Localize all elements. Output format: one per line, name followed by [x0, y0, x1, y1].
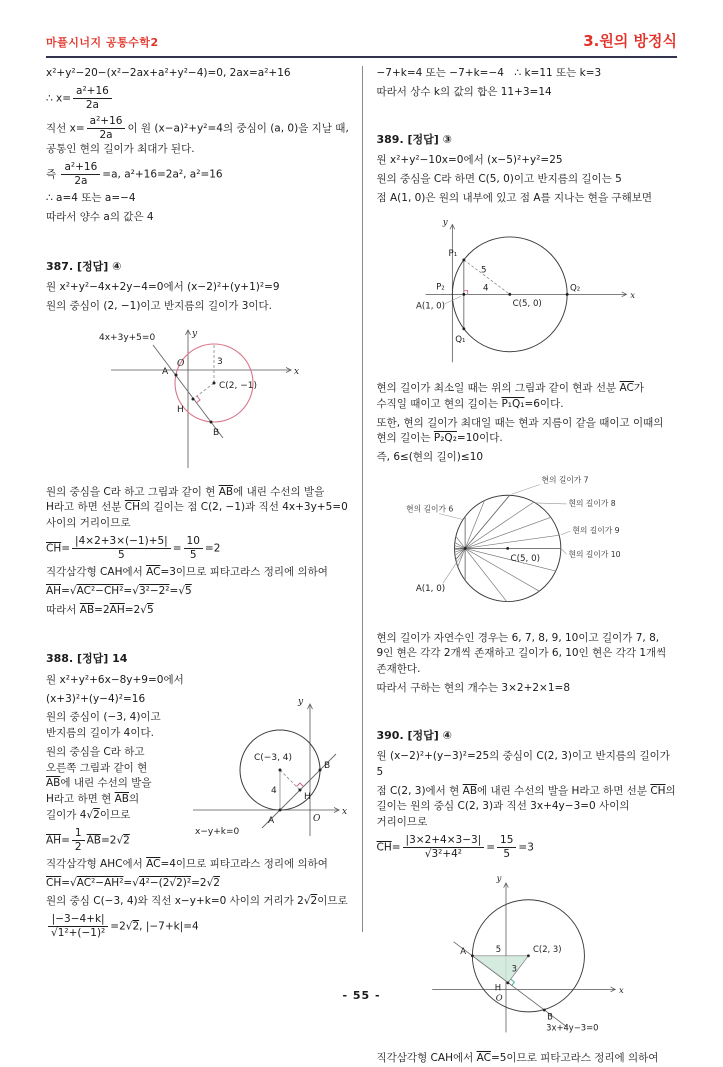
solution-text: $\overline{AH}=√AC^2-CH^2=√3^2-2^2=√5$ — [46, 584, 192, 597]
point-marker — [509, 293, 512, 296]
solution-text: 원의 중심을 C라 하고 그림과 같이 현 $\overline{AB}$에 내린 수선의 발을 H라고 하면 선분 $\overline{CH}$의 길이는 점 C(2, −1)과 직선 4x+3y+5=0 사이의 거리이므로 — [46, 485, 348, 529]
answer-heading: 387. [정답] ④ — [46, 259, 122, 273]
segment-overline: $\overline{CH}$ — [376, 841, 392, 854]
diagram-label: x−y+k=0 — [194, 826, 239, 837]
segment-overline: $\overline{AC}$ — [619, 382, 634, 394]
diagram-label: C(5, 0) — [510, 553, 540, 564]
solution-text: ∴ x= $\frac{\text{a²+16}}{2a}$ — [46, 85, 350, 112]
solution-text: −7+k=4 또는 −7+k=−4 ∴ k=11 또는 k=3 — [376, 67, 602, 79]
diagram-label: 4x+3y+5=0 — [98, 332, 155, 343]
solution-text: 직각삼각형 CAH에서 $\overline{AC}=5$이므로 피타고라스 정리에 의하여 — [376, 1051, 659, 1064]
fraction: $\frac{\text{a²+16}}{2a}$ — [73, 85, 112, 112]
sqrt-expression: √AC²−CH² — [69, 584, 124, 597]
chord-line — [458, 500, 485, 566]
diagram-label: 현의 길이가 8 — [568, 498, 616, 508]
point-marker — [318, 768, 321, 771]
solution-text: 직선 x= $\frac{\text{a²+16}}{2a}$ 이 원 (x−a)²+y²=4의 중심이 (a, 0)을 지날 때, 공통인 현의 길이가 최대가 된다. — [46, 115, 349, 156]
point-marker — [463, 328, 466, 331]
sqrt-expression: √3²+4² — [424, 847, 463, 860]
solution-text: 점 C(2, 3)에서 현 $\overline{AB}$에 내린 수선의 발을 H라고 하면 선분 $\overline{CH}$의 길이는 원의 중심 C(2, 3)과 직선 3x+4y−3=0 사이의 거리이므로 — [376, 784, 676, 828]
diagram-label: C(2, 3) — [532, 944, 562, 955]
diagram-label: B — [212, 427, 219, 438]
segment-overline: $\overline{AB}$ — [218, 485, 234, 498]
diagram-label: A — [267, 815, 274, 826]
solution-text: 원의 중심을 C라 하면 C(5, 0)이고 반지름의 길이는 5 — [376, 172, 622, 185]
point-marker — [463, 547, 466, 550]
solution-text: 직각삼각형 CAH에서 $\overline{AC}=3$이므로 피타고라스 정리에 의하여 — [46, 566, 328, 578]
diagram-label: x — [630, 291, 636, 302]
diagram-label: Q₁ — [455, 335, 466, 346]
sqrt-expression: √4²−(2√2)² — [132, 876, 192, 889]
fraction: $\frac{1}{2}$ — [72, 827, 85, 854]
fraction: $\frac{|3\times 2+4\times 3-3|}{\text{√3²+4²}}$ — [403, 834, 485, 861]
fraction: $\frac{10}{5}$ — [184, 535, 203, 562]
diagram-label: x — [293, 366, 299, 377]
segment-overline: AC — [76, 876, 92, 889]
solution-text: $\overline{CH}=√AC^2-AH^2=√4^2-(2√2)^2=2√2$ — [46, 876, 220, 889]
diagram-label: 3 — [511, 963, 517, 974]
sqrt-expression: √1²+(−1)² — [51, 927, 106, 940]
chord-line — [455, 502, 534, 555]
figure-387 — [93, 322, 303, 472]
page-number: - 55 - — [342, 989, 381, 1002]
answer-heading: 389. [정답] ③ — [376, 132, 452, 146]
point-marker — [506, 547, 509, 550]
answer-heading: 388. [정답] 14 — [46, 652, 128, 666]
solution-text: 즉, 6≤(현의 길이)≤10 — [376, 451, 484, 463]
fraction: $\frac{15}{5}$ — [497, 834, 516, 861]
solution-text: 원 x²+y²+6x−8y+9=0에서 — [46, 673, 184, 686]
solution-text: 원 x²+y²−4x+2y−4=0에서 (x−2)²+(y+1)²=9 — [46, 281, 280, 294]
sqrt-expression: √2 — [206, 876, 220, 889]
diagram-label: y — [297, 696, 303, 707]
figure-d389a — [377, 213, 678, 374]
diagram-label: 5 — [481, 265, 487, 276]
left-column — [46, 66, 362, 940]
diagram-label: A(1, 0) — [415, 583, 445, 594]
figure-d387 — [46, 322, 350, 478]
diagram-label: O — [495, 992, 503, 1003]
segment-overline: $\overline{AB}$ — [114, 793, 130, 805]
segment-overline: AH — [104, 876, 120, 889]
diagram-label: C(5, 0) — [512, 299, 543, 310]
solution-text: 따라서 구하는 현의 개수는 3×2+2×1=8 — [376, 681, 571, 694]
diagram-label: A — [459, 945, 466, 956]
spacer — [46, 621, 350, 647]
sqrt-expression: √2 — [303, 895, 318, 908]
diagram-label: x — [618, 985, 624, 996]
figure-389-min-max — [414, 213, 639, 368]
segment-overline: $\overline{AC}$ — [476, 1051, 491, 1064]
point-marker — [543, 1009, 546, 1012]
point-marker — [298, 788, 301, 791]
solution-text: $\overline{CH}=$ $\frac{|3\times 2+4\times 3-3|}{\text{√3²+4²}}$ = $\frac{15}{5}$ =3 — [376, 833, 534, 860]
segment-overline: $\overline{AB}$ — [79, 603, 95, 616]
fraction: $\frac{|4\times 2+3\times(-1)+5|}{5}$ — [72, 535, 171, 562]
diagram-label: 4 — [483, 283, 489, 294]
figure-d389b — [377, 473, 678, 624]
diagram-label: P₂ — [436, 282, 445, 293]
diagram-label: x — [341, 806, 347, 817]
point-marker — [174, 373, 177, 376]
solution-text: 즉 $\frac{\text{a²+16}}{2a}$ =a, a²+16=2a², a²=16 — [46, 161, 223, 188]
fraction: $\frac{\text{a²+16}}{2a}$ — [61, 161, 100, 188]
spacer — [377, 700, 678, 724]
figure-d390 — [377, 868, 678, 1044]
solution-text: (x+3)²+(y−4)²=16 — [46, 692, 146, 705]
diagram-label: P₁ — [448, 249, 458, 260]
solution-text: $\overline{AH}=$ $\frac{1}{2}$ $\overline{AB}=2√2$ — [46, 826, 130, 853]
diagram-label: H — [494, 982, 501, 993]
sqrt-expression: √AC²−AH² — [70, 876, 124, 889]
solution-text: 현의 길이가 최소일 때는 위의 그림과 같이 현과 선분 $\overline{AC}$가 수직일 때이고 현의 길이는 P₁Q₁=6이다. — [376, 382, 645, 410]
point-marker — [527, 954, 530, 957]
segment-overline: $\overline{AH}$ — [46, 584, 62, 597]
solution-text: 원의 중심 C(−3, 4)와 직선 x−y+k=0 사이의 거리가 2√2이므로 — [46, 895, 348, 908]
sqrt-expression: √2 — [125, 920, 140, 933]
segment-overline: $\overline{AB}$ — [462, 784, 478, 797]
segment-overline: $\overline{CH}$ — [650, 784, 666, 797]
diagram-label: 현의 길이가 7 — [541, 475, 589, 485]
chord-line — [454, 517, 550, 552]
sqrt-expression: √5 — [178, 584, 192, 597]
diagram-label: Q₂ — [570, 283, 581, 294]
diagram-label: O — [312, 813, 320, 824]
point-marker — [278, 768, 281, 771]
triangle-cah — [472, 956, 528, 983]
book-title: 마플시너지 공통수학2 — [46, 36, 159, 49]
solution-text: x²+y²−20−(x²−2ax+a²+y²−4)=0, 2ax=a²+16 — [46, 67, 291, 79]
solution-text: ∴ a=4 또는 a=−4 — [46, 192, 136, 205]
diagram-label: y — [443, 217, 448, 228]
diagram-label: A — [161, 366, 168, 377]
page-header — [46, 30, 677, 58]
point-marker — [471, 954, 474, 957]
solution-text: 또한, 현의 길이가 최대일 때는 현과 지름이 같을 때이고 이때의 현의 길이는 P₂Q₂=10이다. — [376, 416, 664, 445]
diagram-label: 5 — [495, 944, 501, 955]
segment-overline: $\overline{CH}$ — [46, 542, 62, 555]
diagram-label: B — [323, 760, 330, 771]
solution-text: 원의 중심이 (2, −1)이고 반지름의 길이가 3이다. — [46, 300, 273, 312]
solution-text: $\overline{CH}=$ $\frac{|4\times 2+3\times(-1)+5|}{5}$ = $\frac{10}{5}$ =2 — [46, 534, 221, 561]
segment-overline: CH — [103, 584, 120, 597]
point-marker — [191, 397, 194, 400]
solution-text: 원의 중심을 C라 하고 오른쪽 그림과 같이 현 $\overline{AB}$에 내린 수선의 발을 H라고 하면 현 $\overline{AB}$의 길이가 4√2이므로 — [46, 745, 152, 821]
segment-overline: $\overline{AB}$ — [46, 777, 61, 790]
answer-heading: 390. [정답] ④ — [376, 728, 452, 742]
diagram-label: 현의 길이가 6 — [405, 504, 454, 514]
figure-388 — [175, 692, 350, 842]
diagram-label: O — [176, 358, 185, 369]
point-marker — [212, 381, 215, 384]
diagram-label: B — [546, 1011, 553, 1022]
segment-overline: AC — [76, 584, 91, 597]
diagram-label: 현의 길이가 10 — [568, 549, 621, 559]
sqrt-expression: √2 — [86, 808, 100, 821]
diagram-label: A(1, 0) — [416, 301, 446, 312]
sqrt-expression: √5 — [140, 603, 154, 616]
point-marker — [463, 293, 466, 296]
diagram-label: H — [303, 791, 311, 802]
spacer — [46, 229, 350, 255]
solution-text: 따라서 상수 k의 값의 합은 11+3=14 — [376, 85, 552, 98]
chapter-title: 3.원의 방정식 — [583, 32, 677, 50]
figure-d388 — [175, 692, 350, 848]
diagram-label: H — [176, 404, 184, 415]
figure-389-chords — [402, 473, 652, 618]
content-columns — [46, 66, 677, 1064]
solution-text: 점 A(1, 0)은 원의 내부에 있고 점 A를 지나는 현을 구해보면 — [376, 191, 652, 204]
solution-text: 현의 길이가 자연수인 경우는 6, 7, 8, 9, 10이고 길이가 7, 8, 9인 현은 각각 2개씩 존재하고 길이가 6, 10인 현은 각각 1개씩 존재한다. — [376, 631, 667, 675]
axes — [111, 330, 291, 468]
solution-text: 원 x²+y²−10x=0에서 (x−5)²+y²=25 — [376, 154, 563, 166]
diagram-label: 4 — [270, 785, 277, 796]
point-marker — [566, 293, 569, 296]
point-marker — [506, 981, 509, 984]
solution-text: 원의 중심이 (−3, 4)이고 반지름의 길이가 4이다. — [46, 711, 161, 739]
segment-overline: $\overline{AC}$ — [146, 566, 161, 578]
diagram-label: 3 — [216, 356, 223, 367]
diagram-label: C(−3, 4) — [253, 752, 292, 763]
right-angle-mark — [296, 783, 303, 787]
fraction: $\frac{\text{a²+16}}{2a}$ — [87, 115, 126, 142]
fraction: $\frac{|-3-4+k|}{\text{√1²+(−1)²}}$ — [48, 913, 108, 940]
segment-overline: $\overline{AB}$ — [86, 834, 101, 847]
figure-390 — [417, 868, 637, 1038]
segment-overline: $\overline{CH}$ — [124, 501, 141, 514]
solution-text: 따라서 $\overline{AB}=2\overline{AH}=2√5$ — [46, 603, 154, 616]
sqrt-expression: √3²−2² — [132, 584, 170, 597]
diagram-label: y — [496, 873, 502, 884]
segment-overline: $\overline{CH}$ — [46, 876, 62, 889]
sqrt-expression: √2 — [116, 834, 130, 847]
segment-overline: P₁Q₁ — [501, 397, 525, 410]
segment-overline: $\overline{AC}$ — [146, 857, 161, 870]
right-angle-mark — [196, 396, 200, 403]
point-marker — [278, 808, 281, 811]
solution-text: $\frac{|-3-4+k|}{\text{√1²+(−1)²}}$ =2√2, |−7+k|=4 — [46, 913, 350, 940]
diagram-label: 3x+4y−3=0 — [545, 1022, 599, 1033]
point-marker — [209, 420, 212, 423]
solution-text: 따라서 양수 a의 값은 4 — [46, 211, 154, 223]
solution-text: 원 (x−2)²+(y−3)²=25의 중심이 C(2, 3)이고 반지름의 길이가 5 — [376, 750, 670, 778]
diagram-label: C(2, −1) — [218, 380, 257, 391]
point-marker — [463, 259, 466, 262]
segment-overline: $\overline{AH}$ — [109, 603, 125, 616]
chord-line — [454, 546, 555, 571]
diagram-label: y — [191, 328, 197, 339]
spacer — [377, 104, 678, 128]
segment-overline: $\overline{AH}$ — [46, 834, 62, 847]
right-column — [362, 66, 678, 1064]
segment-overline: P₂Q₂ — [433, 432, 457, 445]
solution-text: 직각삼각형 AHC에서 $\overline{AC}=4$이므로 피타고라스 정리에 의하여 — [46, 857, 328, 870]
diagram-label: 현의 길이가 9 — [572, 525, 620, 535]
